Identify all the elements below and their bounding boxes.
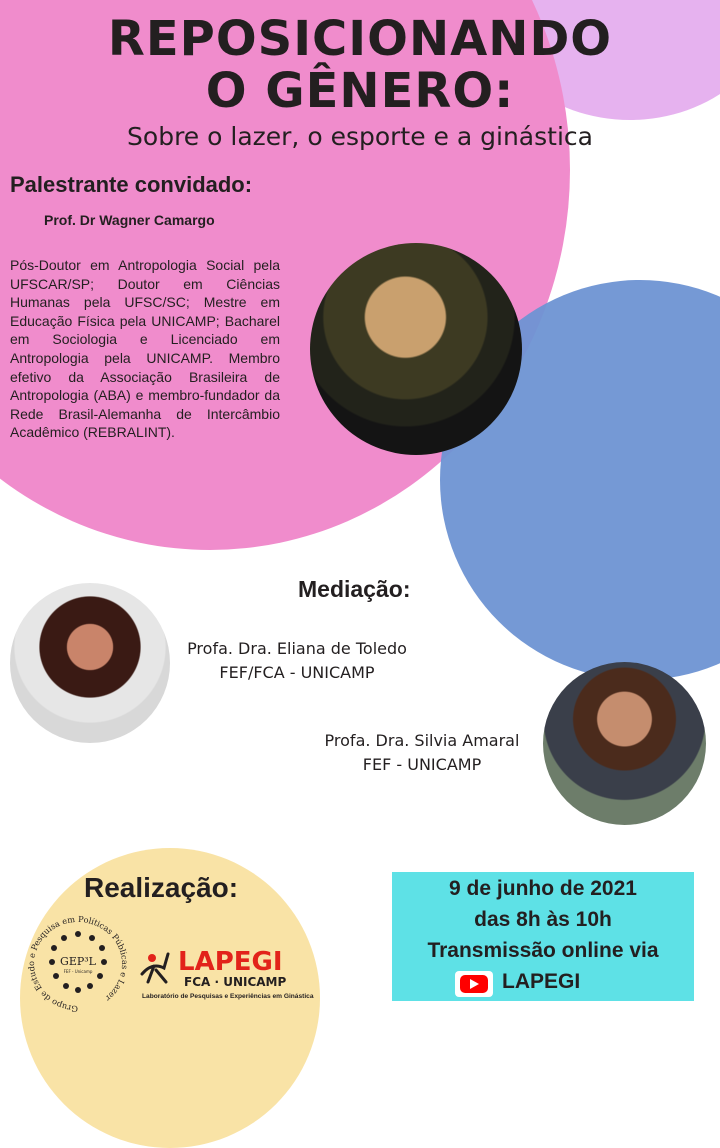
- speaker-name: Prof. Dr Wagner Camargo: [44, 212, 215, 228]
- realization-label: Realização:: [84, 872, 239, 903]
- event-stream-text: Transmissão online via: [427, 939, 659, 962]
- speaker-photo: [310, 243, 522, 455]
- poster-subtitle: Sobre o lazer, o esporte e a ginástica: [127, 122, 593, 151]
- event-info-box: [392, 872, 694, 1001]
- event-time: das 8h às 10h: [474, 908, 612, 931]
- mediator-photo-silvia: [543, 662, 706, 825]
- mediator-name-eliana: Profa. Dra. Eliana de Toledo: [187, 639, 407, 658]
- poster-title-line-1: REPOSICIONANDO: [107, 11, 613, 67]
- lapegi-sub: FCA · UNICAMP: [184, 975, 287, 989]
- lapegi-desc: Laboratório de Pesquisas e Experiências em Ginástica: [142, 993, 314, 1000]
- speaker-label: Palestrante convidado:: [10, 172, 253, 197]
- mediation-label: Mediação:: [298, 576, 411, 602]
- gep3l-subtext: FEF - Unicamp: [63, 969, 93, 974]
- speaker-bio: Pós-Doutor em Antropologia Social pela UFSCAR/SP; Doutor em Ciências Humanas pela UFSC/SC; Mestre em Educação Física pela UNICAMP; Bacharel em Sociologia e Licenciado em Antropologia pela UNICAMP. Membro efetivo da Associação Brasileira de Antropologia (ABA) e membro-fundador da Rede Brasil-Alemanha de Intercâmbio Acadêmico (REBRALINT).: [10, 257, 280, 441]
- event-date: 9 de junho de 2021: [449, 877, 637, 900]
- mediator-institution-eliana: FEF/FCA - UNICAMP: [219, 663, 375, 682]
- lapegi-logo: [138, 944, 320, 1004]
- poster-title-line-2: O GÊNERO:: [205, 63, 515, 119]
- gep3l-text: GEP³L: [60, 955, 96, 968]
- mediator-institution-silvia: FEF - UNICAMP: [362, 755, 482, 774]
- mediator-name-silvia: Profa. Dra. Silvia Amaral: [324, 731, 520, 750]
- gep3l-ring-text: Grupo de Estudo e Pesquisa em Políticas Públicas e Lazer: [26, 913, 131, 1015]
- gep3l-logo: [22, 912, 134, 1016]
- gymnast-icon: [142, 954, 168, 982]
- mediator-photo-eliana: [10, 583, 170, 743]
- lapegi-name: LAPEGI: [178, 947, 283, 977]
- event-channel[interactable]: LAPEGI: [502, 970, 581, 993]
